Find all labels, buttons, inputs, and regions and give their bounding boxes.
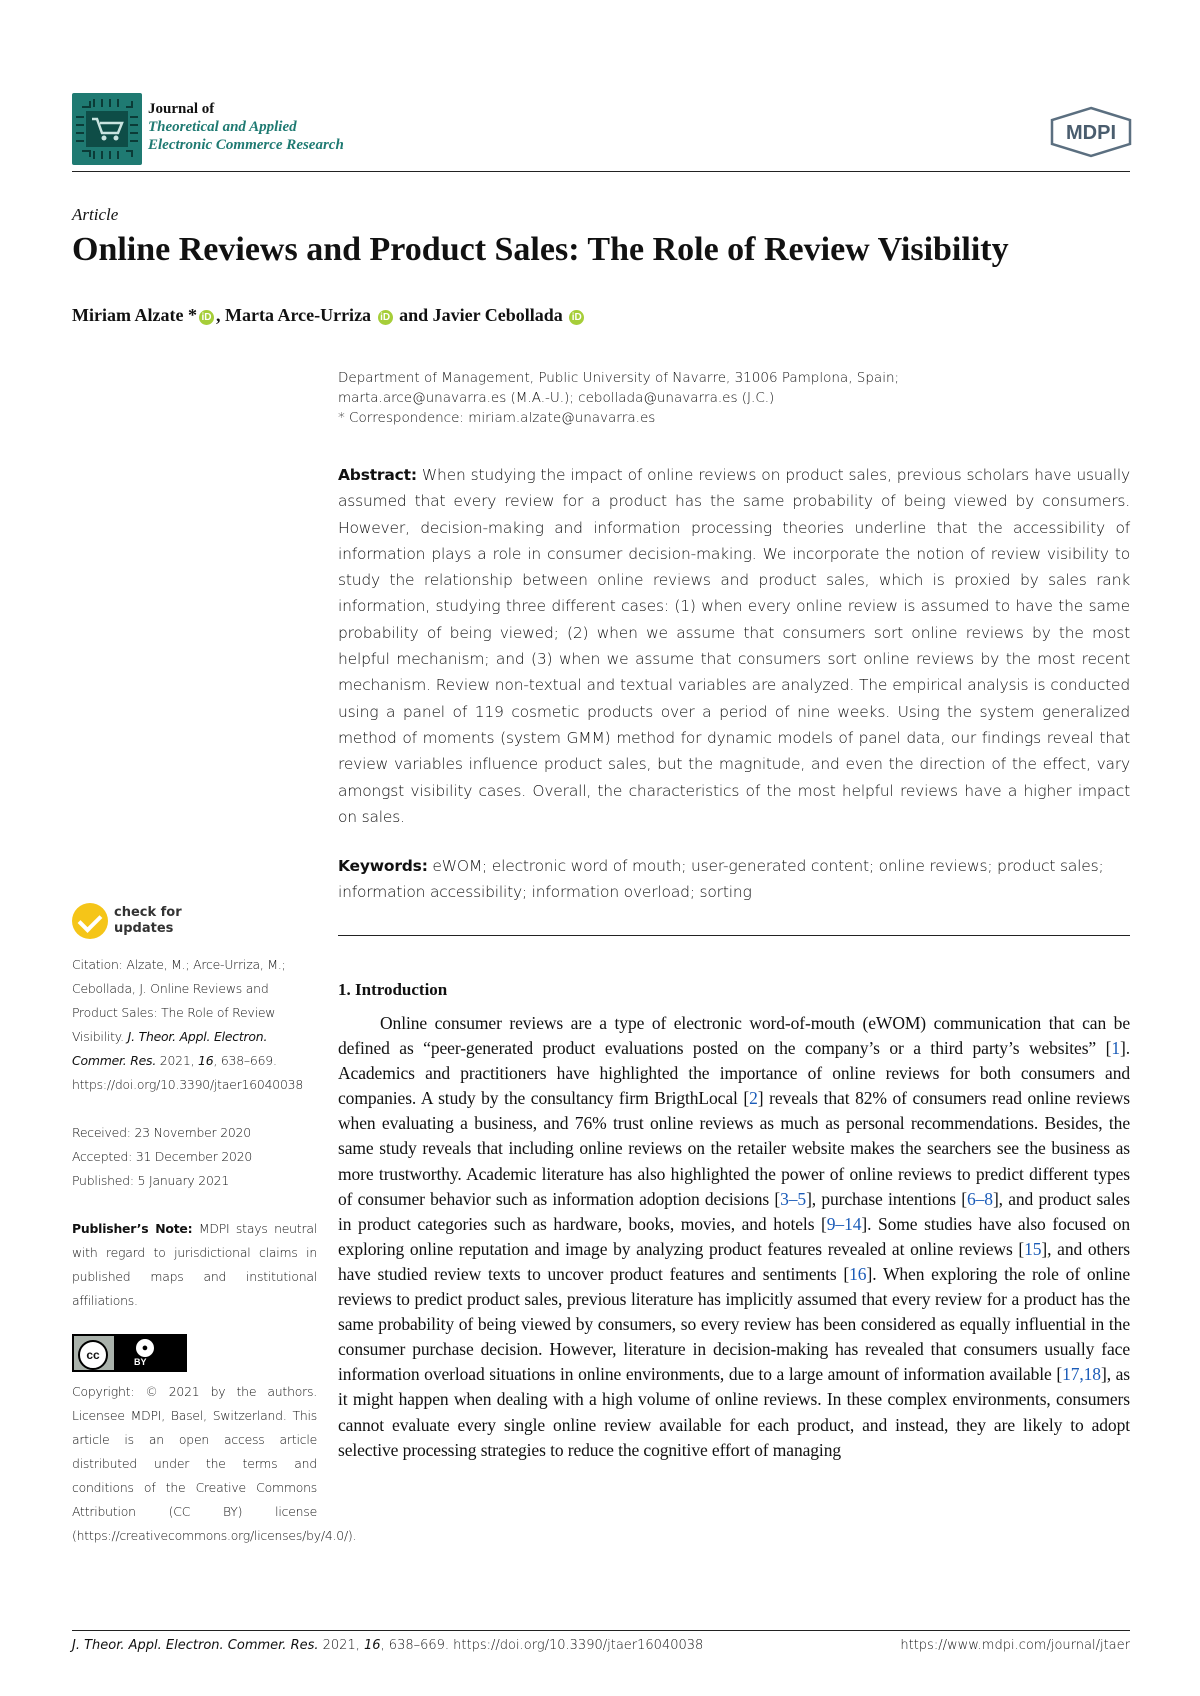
mdpi-logo-text: MDPI: [1066, 122, 1116, 144]
reference-link[interactable]: 16: [849, 1263, 867, 1284]
footer-citation: [72, 1638, 703, 1653]
orcid-icon[interactable]: iD: [378, 310, 393, 325]
intro-text: ], as it might happen when dealing with a high volume of online reviews. In these complex environments, consumers cannot evaluate every single online review available for each product, and instead, they are likely to adopt selective processing strategies to reduce the cognitive effort of managing: [338, 1364, 1131, 1460]
intro-text: ]. Academics and practitioners have highlighted the importance of online reviews for both consumers and companies. A study by the consultancy firm BrigthLocal [: [338, 1038, 1130, 1109]
journal-name-line2: Theoretical and Applied: [148, 119, 297, 135]
checkmark-icon: [72, 903, 108, 939]
citation-journal: J. Theor. Appl. Electron. Commer. Res.: [72, 1029, 268, 1068]
affiliation-line: Department of Management, Public University of Navarre, 31006 Pamplona, Spain;: [338, 370, 900, 386]
intro-text: ], and others have studied review texts to uncover product features and sentiments [: [338, 1238, 1131, 1284]
footer-divider: [72, 1630, 1130, 1631]
footer-journal: J. Theor. Appl. Electron. Commer. Res.: [72, 1638, 319, 1653]
author-3: and Javier Cebollada: [394, 305, 568, 325]
citation-doi[interactable]: , 638–669. https://doi.org/10.3390/jtaer16040038: [72, 1053, 303, 1092]
footer-volume: 16: [363, 1638, 381, 1653]
keywords: [338, 853, 1130, 905]
keywords-divider: [338, 935, 1130, 936]
reference-link[interactable]: 1: [1111, 1038, 1120, 1059]
intro-text: ], and product sales in product categories such as hardware, books, movies, and hotels [: [338, 1188, 1130, 1234]
orcid-icon[interactable]: iD: [569, 310, 584, 325]
reference-link[interactable]: 9–14: [826, 1213, 862, 1234]
creative-commons-icon: cc: [78, 1340, 108, 1370]
journal-name-line1: Journal of: [148, 101, 215, 117]
copyright-notice: Copyright: © 2021 by the authors. Licensee MDPI, Basel, Switzerland. This article is an open access article distributed under the terms and conditions of the Creative Commons Attribution (CC BY) license (https://creativecommons.org/licenses/by/4.0/).: [72, 1384, 357, 1543]
citation-lead: Citation: Alzate, M.; Arce-Urriza, M.; Cebollada, J. Online Reviews and Product Sales: The Role of Review Visibility.: [72, 957, 286, 1044]
intro-text: ]. Some studies have also focused on exploring online reputation and image by analyzing product features revealed at online reviews [: [338, 1213, 1130, 1259]
abstract: [338, 462, 1130, 830]
cc-by-license-badge[interactable]: [72, 1334, 187, 1372]
author-1: Miriam Alzate *: [72, 305, 197, 325]
footer-doi[interactable]: , 638–669. https://doi.org/10.3390/jtaer16040038: [380, 1638, 704, 1653]
publisher-note-text: MDPI stays neutral with regard to jurisdictional claims in published maps and institutional affiliations.: [72, 1221, 317, 1308]
article-title: Online Reviews and Product Sales: The Role of Review Visibility: [72, 231, 1009, 268]
license-badge-label: BY: [134, 1357, 147, 1367]
citation-volume: 16: [198, 1053, 214, 1068]
header-divider: [72, 171, 1130, 172]
publisher-note-label: Publisher’s Note:: [72, 1221, 193, 1236]
affiliation: [338, 368, 899, 428]
intro-text: ]. When exploring the role of online reviews to predict product sales, previous literature has implicitly assumed that every review for a product has the same probability of being viewed by consumers, so every review has been considered as equally influential in the consumer purchase decision. However, literature in decision-making has revealed that consumers usually face information overload situations in online environments, due to a large amount of information available [: [338, 1263, 1130, 1385]
affiliation-emails: marta.arce@unavarra.es (M.A.-U.); cebollada@unavarra.es (J.C.): [338, 390, 775, 406]
accepted-date: Accepted: 31 December 2020: [72, 1149, 253, 1164]
check-updates-line2: updates: [114, 921, 174, 936]
keywords-label: Keywords:: [338, 857, 428, 875]
attribution-person-icon: ●: [136, 1339, 154, 1357]
abstract-label: Abstract:: [338, 466, 417, 484]
published-date: Published: 5 January 2021: [72, 1173, 230, 1188]
introduction-body: [338, 1011, 1130, 1463]
author-list: [72, 305, 586, 326]
keywords-text: eWOM; electronic word of mouth; user-generated content; online reviews; product sales; information accessibility; information overload; sorting: [338, 857, 1104, 901]
journal-logo: [72, 93, 142, 165]
reference-link[interactable]: 6–8: [967, 1188, 993, 1209]
author-2: , Marta Arce-Urriza: [215, 305, 376, 325]
introduction-paragraph: [338, 1011, 1130, 1463]
reference-link[interactable]: 17,18: [1062, 1364, 1101, 1385]
article-type: Article: [72, 205, 119, 224]
journal-name-line3: Electronic Commerce Research: [148, 137, 344, 153]
intro-text: Online consumer reviews are a type of electronic word-of-mouth (eWOM) communication that can be defined as “peer-generated product evaluations posted on the company’s or a third party’s websites” [: [338, 1013, 1130, 1059]
mdpi-logo: [1048, 106, 1134, 158]
intro-text: ], purchase intentions [: [806, 1188, 967, 1209]
intro-text: ] reveals that 82% of consumers read online reviews when evaluating a business, and 76% trust online reviews as much as personal recommendations. Besides, the same study reveals that including online reviews on the retailer website makes the searchers see the business as more trustworthy. Academic literature has also highlighted the power of online reviews to predict different types of consumer behavior such as information adoption decisions [: [338, 1088, 1130, 1209]
publication-dates: [72, 1121, 317, 1193]
received-date: Received: 23 November 2020: [72, 1125, 251, 1140]
circuit-cart-icon: [72, 93, 142, 165]
reference-link[interactable]: 15: [1024, 1238, 1042, 1259]
orcid-icon[interactable]: iD: [199, 310, 214, 325]
journal-name: [148, 100, 344, 154]
publisher-note: [72, 1217, 317, 1313]
correspondence: * Correspondence: miriam.alzate@unavarra.es: [338, 410, 656, 426]
reference-link[interactable]: 2: [749, 1088, 758, 1109]
check-for-updates-label: [114, 905, 182, 937]
citation-year: 2021,: [156, 1053, 199, 1068]
reference-link[interactable]: 3–5: [780, 1188, 807, 1209]
section-heading: 1. Introduction: [338, 980, 448, 999]
check-updates-line1: check for: [114, 905, 182, 920]
citation: [72, 953, 317, 1097]
abstract-text: When studying the impact of online reviews on product sales, previous scholars have usually assumed that every review for a product has the same probability of being viewed by consumers. However, decision-making and information processing theories underline that the accessibility of information plays a role in consumer decision-making. We incorporate the notion of review visibility to study the relationship between online reviews and product sales, which is proxied by sales rank information, studying three different cases: (1) when every online review is assumed to have the same probability of being viewed; (2) when we assume that consumers sort online reviews by the most helpful mechanism; and (3) when we assume that consumers sort online reviews by the most recent mechanism. Review non-textual and textual variables are analyzed. The empirical analysis is conducted using a panel of 119 cosmetic products over a period of nine weeks. Using the system generalized method of moments (system GMM) method for dynamic models of panel data, our findings reveal that review variables influence product sales, but the magnitude, and even the direction of the effect, vary amongst visibility cases. Overall, the characteristics of the most helpful reviews have a higher impact on sales.: [338, 466, 1130, 826]
footer-journal-url[interactable]: https://www.mdpi.com/journal/jtaer: [900, 1638, 1130, 1653]
footer-year: 2021,: [318, 1638, 364, 1653]
